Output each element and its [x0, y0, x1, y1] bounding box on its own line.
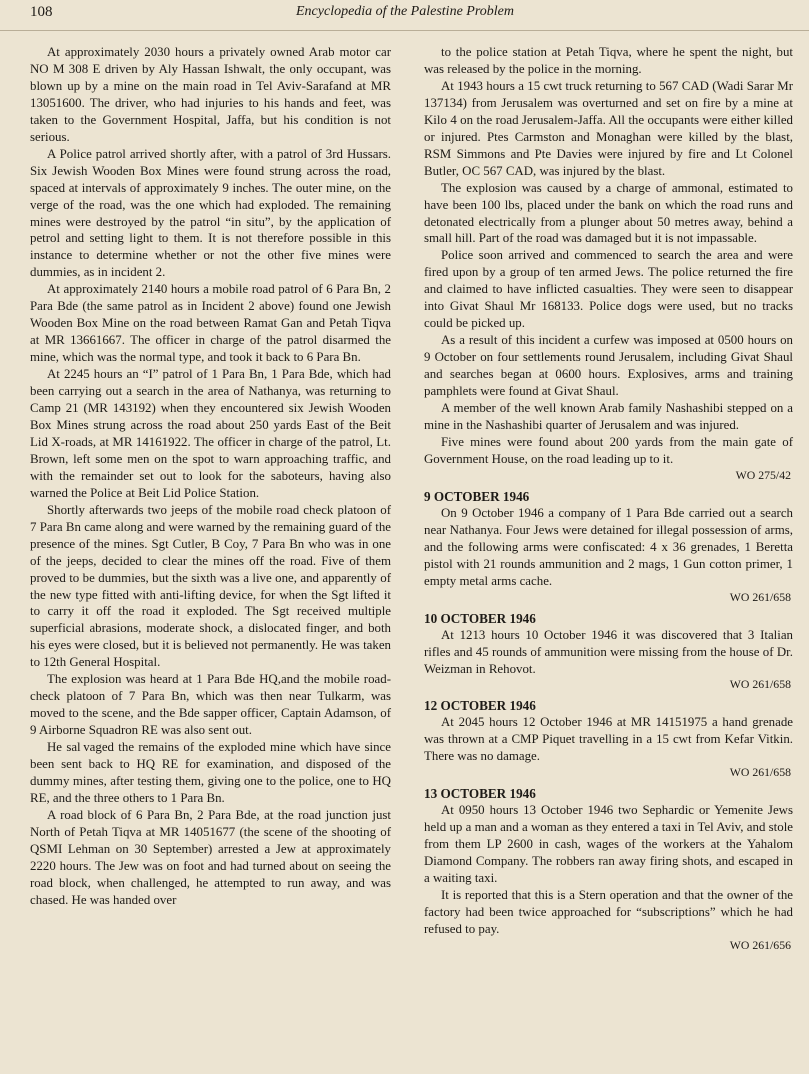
page-number: 108: [30, 4, 53, 20]
paragraph: On 9 October 1946 a company of 1 Para Bde carried out a search near Nathanya. Four Jews were detained for illegal possession of arms, and the following arms were confiscated: 4 x 36 grenades, 1 Beretta pistol with 21 rounds ammunition and 2 mags, 1 Gun cotton primer, 1 empty metal arms cache.: [424, 505, 793, 588]
paragraph: to the police station at Petah Tiqva, where he spent the night, but was released by the police in the morning.: [424, 45, 793, 76]
left-column: [30, 44, 391, 909]
paragraph: A road block of 6 Para Bn, 2 Para Bde, at the road junction just North of Petah Tiqva at MR 14051677 (the scene of the shooting of QSMI Lehman on 30 September) arrested a Jew at approximately 2220 hours. The Jew was on foot and had turned about on seeing the road block, when challenged, he attempted to run away, and was chased. He was handed over: [30, 807, 391, 907]
paragraph: As a result of this incident a curfew was imposed at 0500 hours on 9 October on four settlements round Jerusalem, including Givat Shaul and searches began at 0600 hours. Explosives, arms and training pamphlets were found at Givat Shaul.: [424, 333, 793, 399]
paragraph: He sal vaged the remains of the exploded mine which have since been sent back to HQ RE for examination, and disposed of the dummy mines, after testing them, giving one to the police, one to HQ RE, and the three others to 1 Para Bn.: [30, 740, 391, 805]
paragraph: A member of the well known Arab family Nashashibi stepped on a mine in the Nashashibi quarter of Jerusalem and was injured.: [424, 401, 793, 432]
paragraph: At 1943 hours a 15 cwt truck returning to 567 CAD (Wadi Sarar Mr 137134) from Jerusalem was overturned and set on fire by a mine at Kilo 4 on the road Jerusalem-Jaffa. All the occupants were either killed or injured. Ptes Carmston and Monaghan were killed by the blast, RSM Simmons and Pte Davies were injured by fire and Lt Colonel Butler, OC 567 CAD, was injured by the blast.: [424, 78, 793, 178]
paragraph: The explosion was caused by a charge of ammonal, estimated to have been 100 lbs, placed under the bank on which the road runs and detonated electrically from a plunger about 50 metres away, behind a small hill. Part of the road was damaged but it is not impassable.: [424, 180, 793, 246]
page-header: [0, 0, 809, 31]
right-column: [424, 44, 793, 953]
archive-reference: WO 261/658: [729, 765, 791, 780]
paragraph: Five mines were found about 200 yards from the main gate of Government House, on the road leading up to it.: [424, 434, 793, 466]
running-title: Encyclopedia of the Palestine Problem: [296, 4, 514, 19]
archive-reference: WO 261/658: [729, 677, 791, 692]
archive-reference: WO 261/658: [729, 589, 791, 604]
paragraph: At 0950 hours 13 October 1946 two Sephardic or Yemenite Jews held up a man and a woman as they entered a taxi in Tel Aviv, and stole from them LP 2600 in cash, wages of the workers at the Yahalom Diamond Company. The robbers ran away firing shots, and escaped in a waiting taxi.: [424, 803, 793, 886]
section-heading: 9 OCTOBER 1946: [424, 488, 530, 504]
archive-reference: WO 275/42: [735, 467, 791, 482]
paragraph: At approximately 2140 hours a mobile road patrol of 6 Para Bn, 2 Para Bde (the same patrol as in Incident 2 above) found one Jewish Wooden Box Mine on the road between Ramat Gan and Petah Tiqva at MR 13661667. The officer in charge of the patrol disarmed the mine, which was the normal type, and took it back to 6 Para Bn.: [30, 282, 391, 365]
paragraph: At 1213 hours 10 October 1946 it was discovered that 3 Italian rifles and 45 rounds of ammunition were missing from the house of Dr. Weizman in Rehovot.: [424, 627, 793, 676]
section-heading: 12 OCTOBER 1946: [424, 698, 536, 714]
section-heading: 13 OCTOBER 1946: [424, 786, 536, 802]
paragraph: At 2045 hours 12 October 1946 at MR 14151975 a hand grenade was thrown at a CMP Piquet travelling in a 15 cwt from Kefar Vitkin. There was no damage.: [424, 715, 793, 764]
section-heading: 10 OCTOBER 1946: [424, 610, 536, 626]
paragraph: Police soon arrived and commenced to search the area and were fired upon by a group of ten armed Jews. The police returned the fire and claimed to have inflicted casualties. They were seen to disappear into Givat Shaul Mr 168133. Police dogs were used, but no tracks could be picked up.: [424, 248, 793, 331]
paragraph: It is reported that this is a Stern operation and that the owner of the factory had been twice approached for “subscriptions” which he had refused to pay.: [424, 888, 793, 936]
archive-reference: WO 261/656: [729, 937, 791, 952]
paragraph: At approximately 2030 hours a privately owned Arab motor car NO M 308 E driven by Aly Hassan Ishwalt, the only occupant, was blown up by a mine on the main road in Tel Aviv-Sarafand at MR 13051600. The driver, who had injuries to his hands and feet, was taken to the Government Hospital, Jaffa, but his condition is not serious.: [30, 45, 391, 144]
paragraph: A Police patrol arrived shortly after, with a patrol of 3rd Hussars. Six Jewish Wooden Box Mines were found strung across the road, spaced at intervals of approximately 9 inches. The outer mine, on the verge of the road, was the one which had exploded. The remaining mines were destroyed by the patrol “in situ”, by the application of petrol and setting light to them. It is not therefore possible in this instance to determine whether or not the other five mines were dummies, as in incident 2.: [30, 146, 391, 280]
paragraph: Shortly afterwards two jeeps of the mobile road check platoon of 7 Para Bn came along and were warned by the remaining guard of the presence of the mines. Sgt Cutler, B Coy, 7 Para Bn who was in one of the jeeps, decided to clear the mines off the road. Five of them proved to be dummies, but the sixth was a live one, and apparently of the new type fitted with anti-lifting device, for when the Sgt lifted it to carry it off the road it exploded. The Sgt received multiple superficial abrasions, moderate shock, a dislocated finger, and both his eyes were closed, but it is believed not permanently. He was taken to 12th General Hospital.: [30, 502, 391, 670]
paragraph: The explosion was heard at 1 Para Bde HQ,and the mobile road-check platoon of 7 Para Bn, which was then near Tulkarm, was moved to the scene, and the Bde sapper officer, Captain Adamson, of 9 Airborne Squadron RE was also sent out.: [30, 672, 391, 738]
paragraph: At 2245 hours an “I” patrol of 1 Para Bn, 1 Para Bde, which had been carrying out a search in the area of Nathanya, was returning to Camp 21 (MR 143192) when they encountered six Jewish Wooden Box Mines strung across the road about 250 yards East of the Beit Lid X-roads, at MR 14161922. The officer in charge of the patrol, Lt. Brown, left some men on the spot to warn approaching traffic, and with the remainder set out to look for the saboteurs, having also warned the Police at Beit Lid Police Station.: [30, 367, 391, 500]
